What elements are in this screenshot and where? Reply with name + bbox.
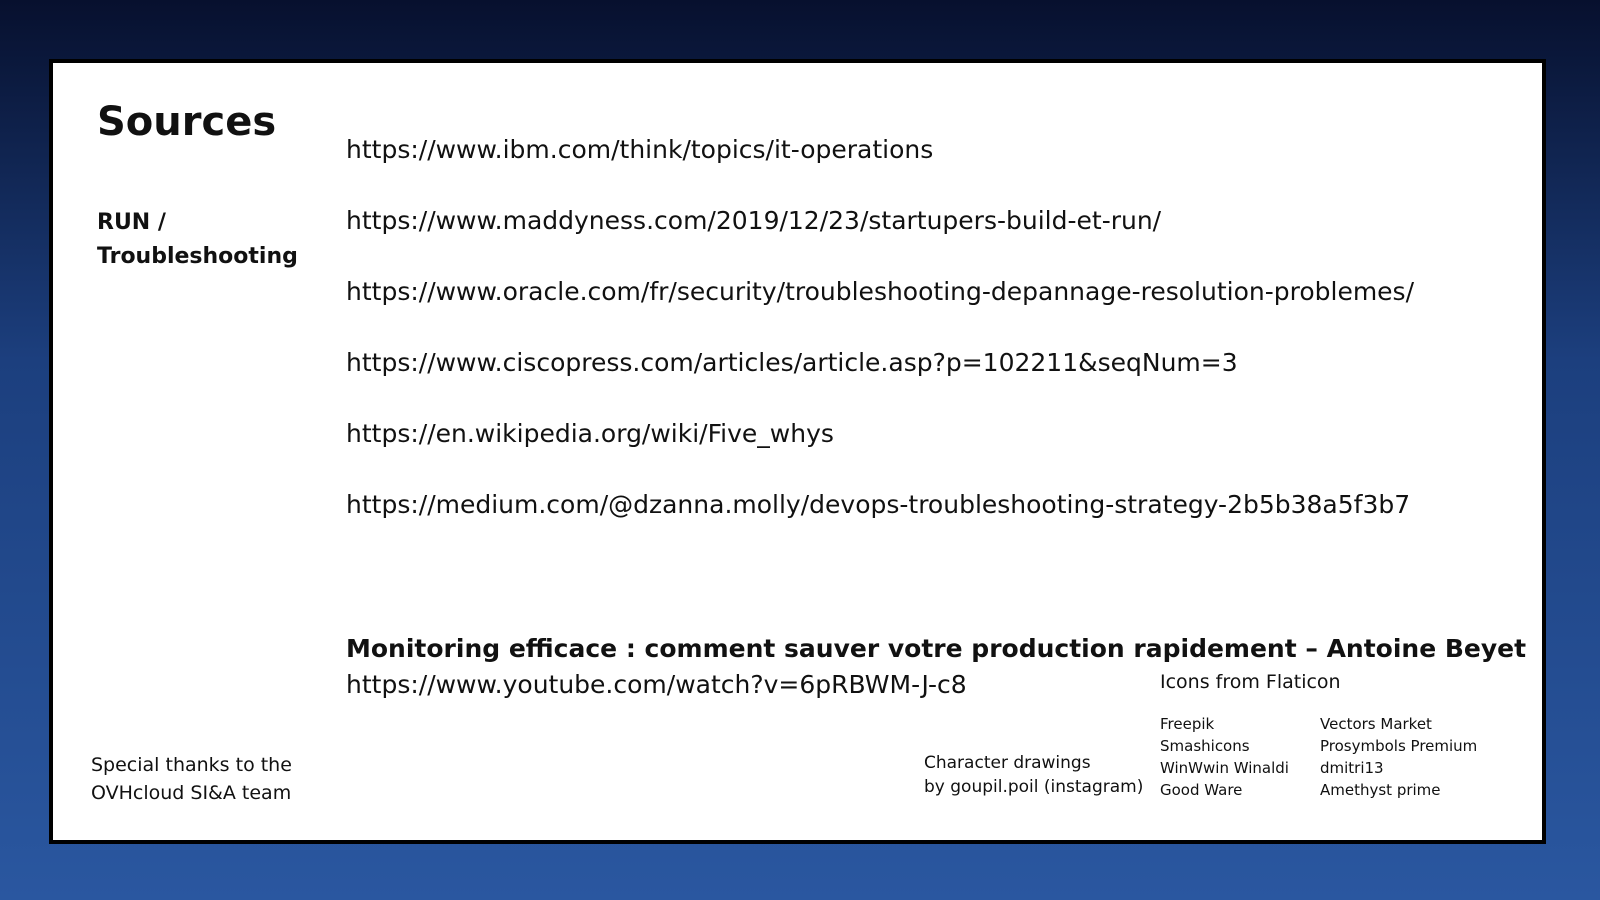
icon-author: Good Ware <box>1160 781 1243 799</box>
thanks-line-2: OVHcloud SI&A team <box>91 782 292 804</box>
source-link-oracle[interactable]: https://www.oracle.com/fr/security/troubleshooting-depannage-resolution-problemes/ <box>346 277 1415 306</box>
special-thanks <box>91 751 292 807</box>
talk-title: Monitoring efficace : comment sauver votre production rapidement – Antoine Beyet <box>346 634 1527 663</box>
source-link-ibm[interactable]: https://www.ibm.com/think/topics/it-operations <box>346 135 934 164</box>
drawings-line-2: by goupil.poil (instagram) <box>924 777 1144 797</box>
icon-author: WinWwin Winaldi <box>1160 759 1289 777</box>
icon-author: Freepik <box>1160 715 1215 733</box>
icons-credit-title: Icons from Flaticon <box>1160 671 1341 693</box>
thanks-line-1: Special thanks to the <box>91 754 292 776</box>
section-label <box>97 206 298 274</box>
icon-author: dmitri13 <box>1320 759 1384 777</box>
talk-reference <box>346 631 1526 703</box>
icons-credit-column-1 <box>1160 713 1289 801</box>
icon-author: Vectors Market <box>1320 715 1432 733</box>
drawings-line-1: Character drawings <box>924 753 1091 773</box>
slide <box>49 59 1546 844</box>
icon-author: Prosymbols Premium <box>1320 737 1478 755</box>
section-label-line-1: RUN / <box>97 210 166 235</box>
talk-link-youtube[interactable]: https://www.youtube.com/watch?v=6pRBWM-J-c8 <box>346 670 967 699</box>
source-link-medium[interactable]: https://medium.com/@dzanna.molly/devops-troubleshooting-strategy-2b5b38a5f3b7 <box>346 490 1411 519</box>
icon-author: Smashicons <box>1160 737 1250 755</box>
source-link-maddyness[interactable]: https://www.maddyness.com/2019/12/23/startupers-build-et-run/ <box>346 206 1162 235</box>
icon-author: Amethyst prime <box>1320 781 1441 799</box>
section-label-line-2: Troubleshooting <box>97 244 298 269</box>
icons-credit-column-2 <box>1320 713 1477 801</box>
source-link-ciscopress[interactable]: https://www.ciscopress.com/articles/article.asp?p=102211&seqNum=3 <box>346 348 1238 377</box>
source-link-wikipedia[interactable]: https://en.wikipedia.org/wiki/Five_whys <box>346 419 834 448</box>
drawings-credit <box>924 751 1143 799</box>
page-title: Sources <box>97 99 277 145</box>
